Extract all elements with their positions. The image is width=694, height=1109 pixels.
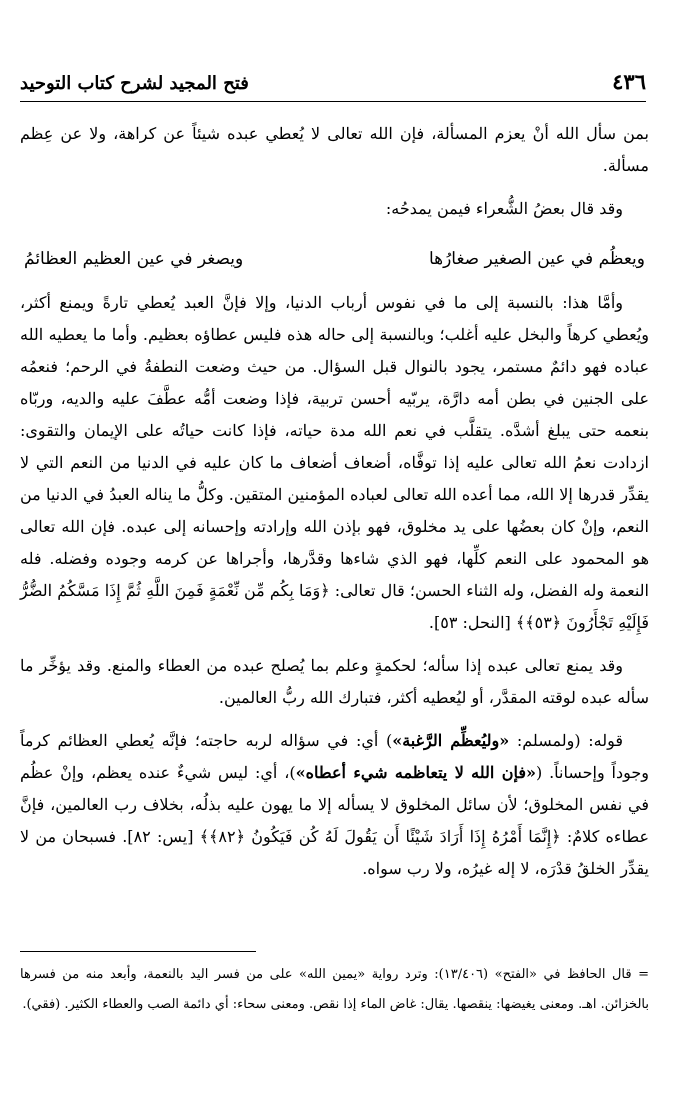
footnote-divider <box>20 951 256 952</box>
paragraph-2: وقد قال بعضُ الشُّعراء فيمن يمدحُه: <box>385 199 623 218</box>
poem-verse <box>20 243 649 275</box>
hadith-quote-1: «وليُعظِّم الرَّغبة» <box>392 731 510 750</box>
paragraph-5-text-2: )، أي: ليس شيءٌ عنده يعظم، وإنْ عظُم في نفس المخلوق؛ لأن سائل المخلوق لا يسأله إلا ما يهون عليه بذلُه، بخلاف رب العالمين، فإنَّ عطاءه كلامٌ: <box>20 763 650 846</box>
main-text <box>20 118 649 885</box>
paragraph-5-text-3: [يس: ٨٢]. فسبحان من لا يقدِّر الخلقُ قدْرَه، لا إله غيرُه، ولا رب سواه. <box>20 827 649 878</box>
header-divider <box>20 101 646 102</box>
footnote-1: = قال الحافظ في «الفتح» (١٣/٤٠٦): وترد رواية «يمين الله» على من فسر اليد بالنعمة، وأبعد منه من فسرها بالخزائن. اهـ. ومعنى يغيضها: ينقصها. يقال: غاض الماء إذا نقص. ومعنى سحاء: أي دائمة الصب والعطاء الكثير. (فقي). <box>20 967 649 1012</box>
paragraph-3 <box>20 287 649 639</box>
poem-right-hemistich: ويعظُم في عين الصغير صغارُها <box>428 249 645 269</box>
paragraph-5 <box>20 725 649 885</box>
quran-verse-yasin: ﴿إِنَّمَا أَمْرُهُ إِذَا أَرَادَ شَيْئًا أَن يَقُولَ لَهُ كُن فَيَكُونُ ﴿٨٢﴾﴾ <box>199 827 561 846</box>
paragraph-5-intro: قوله: (ولمسلم: <box>516 731 624 750</box>
paragraph-3-text: وأمَّا هذا: بالنسبة إلى ما في نفوس أرباب الدنيا، وإلا فإنَّ العبد يُعطي تارةً ويمنع أكثر، ويُعطي كرهاً والبخل عليه أغلب؛ وبالنسبة إلى حاله هذه فليس عطاؤه بعظيم. وأما ما يعطيه الله عباده فهو دائمٌ مستمر، يجود بالنوال قبل السؤال. من حيث وضعت النطفةُ في الرحم؛ فنعمُه على الجنين في بطن أمه دارَّة، يربّيه أحسن تربية، فإذا وضعت أمُّه عطَّفَ عليه والديه، وربّاه بنعمه حتى يبلغ أشدَّه. يتقلَّب في نعم الله مدة حياته، فإذا كانت حياتُه على الإيمان والتقوى: ازدادت نعمُ الله تعالى عليه إذا توفَّاه، أضعاف أضعاف ما كان عليه في الدنيا من النعم التي لا يقدِّر قدرها إلا الله، مما أعده الله تعالى لعباده المؤمنين المتقين. وكلُّ ما يناله العبدُ في الدنيا من النعم، وإنْ كان بعضُها على يد مخلوق، فهو بإذن الله وإرادته وإحسانه إلى عبده. فإن الله تعالى هو المحمود على النعم كلِّها، فهو الذي شاءها وقدَّرها، وأجراها عن كرمه وجوده وفضله. فله النعمة وله الفضل، وله الثناء الحسن؛ قال تعالى: <box>20 293 650 600</box>
page-number: ٤٣٦ <box>612 69 646 94</box>
paragraph-1: بمن سأل الله أنْ يعزم المسألة، فإن الله تعالى لا يُعطي عبده شيئاً عن كراهة، ولا عن عِظم مسألة. <box>20 124 649 175</box>
running-title: فتح المجيد لشرح كتاب التوحيد <box>20 73 249 94</box>
verse-reference-nahl: [النحل: ٥٣]. <box>428 613 511 632</box>
paragraph-4: وقد يمنع تعالى عبده إذا سأله؛ لحكمةٍ وعلم بما يُصلح عبده من العطاء والمنع. وقد يؤخِّر ما سأله عبده لوقته المقدَّر، أو ليُعطيه أكثر، فتبارك الله ربُّ العالمين. <box>20 656 649 707</box>
hadith-quote-2: «فإن الله لا يتعاظمه شيء أعطاه» <box>295 763 536 782</box>
footnotes <box>20 960 649 1020</box>
page-header <box>20 60 646 94</box>
paragraph-5-text-1: ) أي: في سؤاله لربه حاجته؛ فإنَّه يُعطي العظائم كرماً وجوداً وإحساناً. ( <box>20 731 649 782</box>
quran-verse-nahl: ﴿وَمَا بِكُم مِّن نِّعْمَةٍ فَمِنَ اللَّهِ ثُمَّ إِذَا مَسَّكُمُ الضُّرُّ فَإِلَيْهِ تَجْأَرُونَ ﴿٥٣﴾﴾ <box>20 581 649 632</box>
poem-left-hemistich: ويصغر في عين العظيم العظائمُ <box>24 249 244 269</box>
